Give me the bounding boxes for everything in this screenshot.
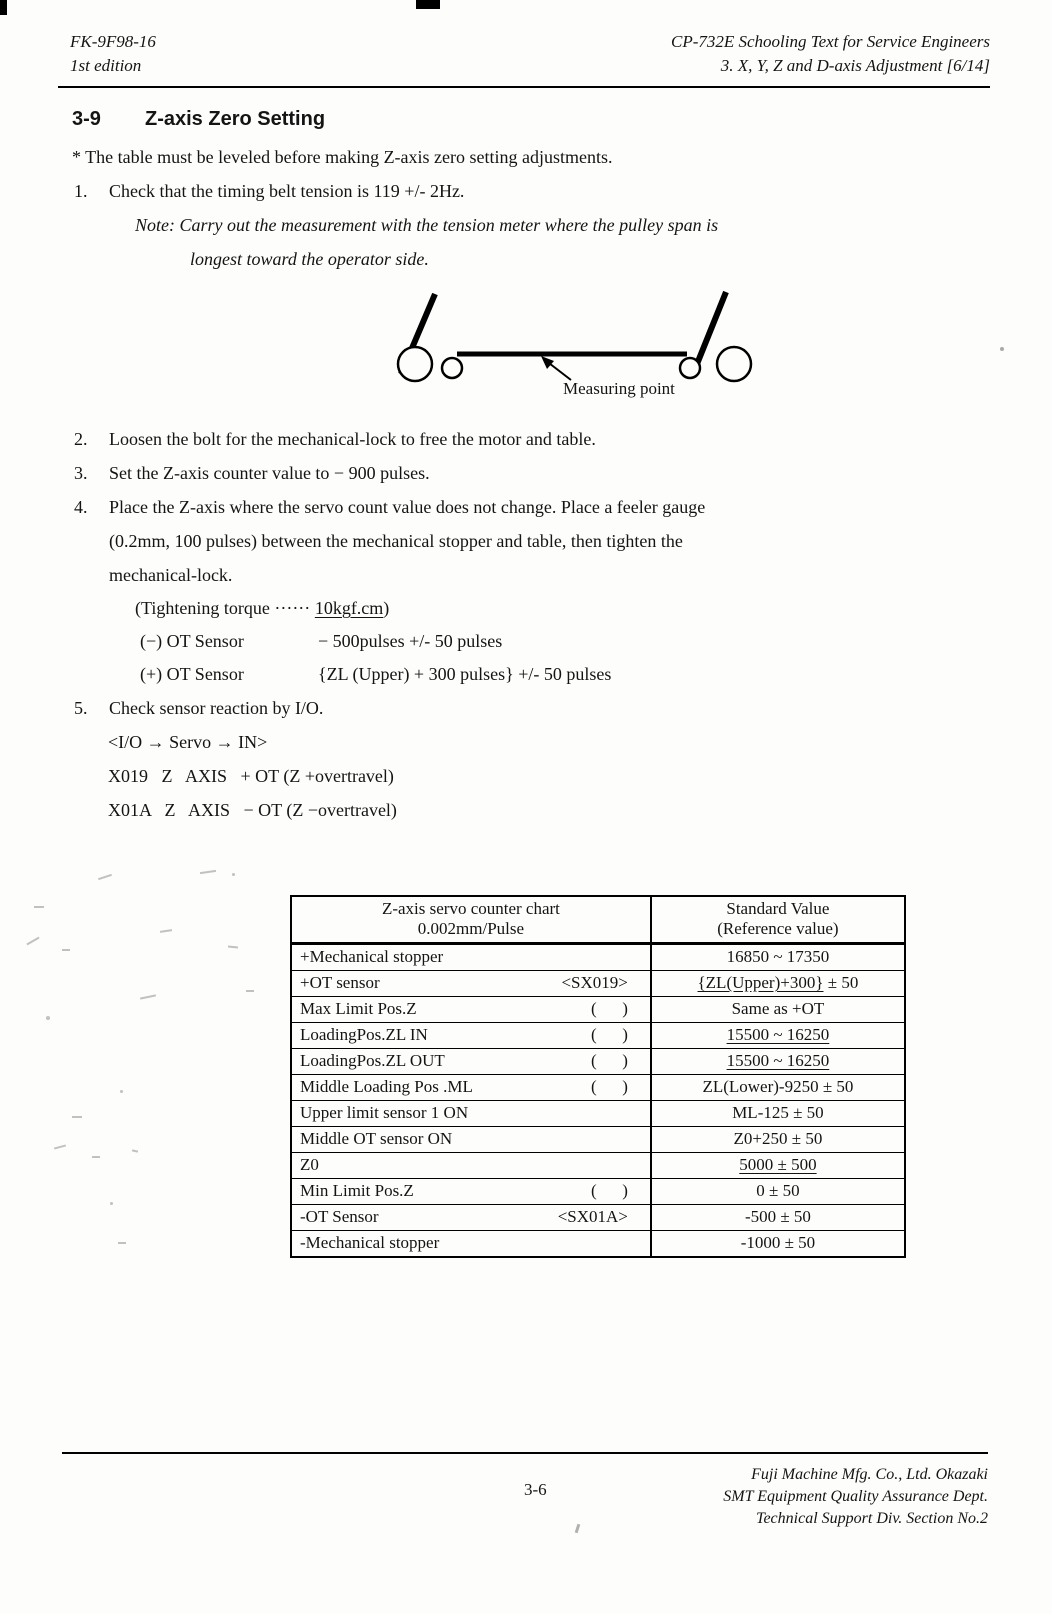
header-left bbox=[70, 30, 156, 78]
row-label: LoadingPos.ZL OUT bbox=[300, 1051, 445, 1070]
scan-artifact bbox=[232, 873, 235, 876]
servo-counter-table bbox=[290, 895, 906, 1258]
row-sub: ( ) bbox=[591, 999, 628, 1018]
ot-minus-label: (−) OT Sensor bbox=[140, 631, 244, 651]
row-value: 15500 ~ 16250 bbox=[726, 1025, 830, 1044]
row-value: Same as +OT bbox=[731, 999, 825, 1018]
scan-artifact bbox=[416, 0, 440, 9]
step-number: 2. bbox=[74, 429, 88, 449]
step-number: 5. bbox=[74, 698, 88, 718]
table-row bbox=[292, 1048, 904, 1074]
step-text bbox=[109, 490, 990, 592]
table-row bbox=[292, 1126, 904, 1152]
ot-minus-row bbox=[140, 625, 990, 658]
row-sub: ( ) bbox=[591, 1051, 628, 1070]
row-value: 0 ± 50 bbox=[756, 1181, 800, 1200]
io-path-line: <I/O → Servo → IN> bbox=[108, 732, 268, 752]
ot-plus-value: {ZL (Upper) + 300 pulses} +/- 50 pulses bbox=[318, 664, 612, 684]
page-footer bbox=[62, 1452, 988, 1552]
scan-artifact bbox=[120, 1090, 123, 1093]
row-value: 16850 ~ 17350 bbox=[726, 947, 830, 966]
table-row bbox=[292, 1204, 904, 1230]
table-row: +OT sensor <SX019> {ZL(Upper)+300} ± 50 bbox=[292, 970, 904, 996]
row-value: ZL(Lower)-9250 ± 50 bbox=[702, 1077, 854, 1096]
ot-plus-row bbox=[140, 658, 990, 691]
page-content bbox=[0, 102, 1052, 1258]
io-signal-line-1: X019 Z AXIS + OT (Z +overtravel) bbox=[108, 766, 394, 786]
step-number: 1. bbox=[74, 181, 88, 201]
step-2 bbox=[72, 422, 990, 456]
page-number: 3-6 bbox=[524, 1480, 547, 1499]
scan-artifact bbox=[0, 0, 7, 15]
scan-artifact bbox=[62, 949, 70, 951]
measurement-note-line-1: Note: Carry out the measurement with the tension meter where the pulley span is bbox=[135, 215, 719, 235]
belt-diagram bbox=[385, 288, 777, 406]
edition-label: 1st edition bbox=[70, 56, 142, 75]
scan-artifact bbox=[110, 1202, 113, 1205]
row-value: {ZL(Upper)+300} bbox=[697, 973, 824, 992]
publisher-line-1: Fuji Machine Mfg. Co., Ltd. Okazaki bbox=[751, 1466, 988, 1483]
row-value: 15500 ~ 16250 bbox=[726, 1051, 830, 1070]
star-note: * The table must be leveled before making Z-axis zero setting adjustments. bbox=[72, 147, 613, 167]
row-label: -Mechanical stopper bbox=[300, 1233, 440, 1252]
row-sub: ( ) bbox=[591, 1077, 628, 1096]
table-row bbox=[292, 944, 904, 970]
scan-artifact bbox=[1000, 347, 1004, 351]
row-value: -500 ± 50 bbox=[744, 1207, 811, 1226]
tightening-prefix: (Tightening torque ······ bbox=[135, 598, 315, 618]
document-title: CP-732E Schooling Text for Service Engineers bbox=[670, 32, 990, 51]
section-title bbox=[72, 102, 990, 136]
scan-artifact bbox=[246, 990, 254, 992]
row-value: ML-125 ± 50 bbox=[732, 1103, 824, 1122]
row-label: Z0 bbox=[300, 1155, 319, 1174]
row-sub: ( ) bbox=[591, 1181, 628, 1200]
scan-artifact bbox=[92, 1156, 100, 1158]
row-label: Middle OT sensor ON bbox=[300, 1129, 453, 1148]
tightening-torque-line bbox=[135, 592, 990, 625]
row-label: Upper limit sensor 1 ON bbox=[300, 1103, 469, 1122]
table-row bbox=[292, 1230, 904, 1256]
table-header-col1: Z-axis servo counter chart 0.002mm/Pulse bbox=[292, 897, 652, 942]
step-number: 3. bbox=[74, 463, 88, 483]
step-5 bbox=[72, 691, 990, 725]
header-right bbox=[671, 30, 990, 78]
step-text: Check that the timing belt tension is 119 +/- 2Hz. bbox=[109, 181, 465, 201]
row-value: -1000 ± 50 bbox=[740, 1233, 816, 1252]
step-4-line-2: (0.2mm, 100 pulses) between the mechanical stopper and table, then tighten the bbox=[109, 531, 683, 551]
table-row bbox=[292, 1178, 904, 1204]
step-text: Check sensor reaction by I/O. bbox=[109, 698, 324, 718]
row-sub: <SX019> bbox=[561, 973, 628, 992]
table-header-col2: Standard Value (Reference value) bbox=[717, 899, 839, 938]
step-number: 4. bbox=[74, 497, 88, 517]
scan-artifact bbox=[46, 1016, 50, 1020]
ot-plus-label: (+) OT Sensor bbox=[140, 664, 244, 684]
chapter-subtitle: 3. X, Y, Z and D-axis Adjustment [6/14] bbox=[720, 56, 990, 75]
row-value: 5000 ± 500 bbox=[739, 1155, 817, 1174]
scan-artifact bbox=[34, 906, 44, 908]
io-signal-line-2: X01A Z AXIS − OT (Z −overtravel) bbox=[108, 800, 397, 820]
row-sub: ( ) bbox=[591, 1025, 628, 1044]
section-title-text: Z-axis Zero Setting bbox=[145, 108, 326, 130]
row-label: LoadingPos.ZL IN bbox=[300, 1025, 428, 1044]
table-row bbox=[292, 996, 904, 1022]
scan-artifact bbox=[118, 1242, 126, 1244]
measuring-point-label: Measuring point bbox=[563, 379, 675, 398]
step-4-line-1: Place the Z-axis where the servo count value does not change. Place a feeler gauge bbox=[109, 497, 706, 517]
step-4 bbox=[72, 490, 990, 592]
row-label: +OT sensor bbox=[300, 973, 380, 992]
publisher-line-3: Technical Support Div. Section No.2 bbox=[756, 1510, 988, 1527]
publisher-line-2: SMT Equipment Quality Assurance Dept. bbox=[723, 1488, 988, 1505]
publisher-block bbox=[723, 1464, 988, 1530]
row-label: Min Limit Pos.Z bbox=[300, 1181, 414, 1200]
step-1 bbox=[72, 174, 990, 208]
row-label: -OT Sensor bbox=[300, 1207, 379, 1226]
row-label: +Mechanical stopper bbox=[300, 947, 444, 966]
tightening-value: 10kgf.cm bbox=[314, 598, 384, 618]
ot-minus-value: − 500pulses +/- 50 pulses bbox=[318, 631, 503, 651]
step-4-line-3: mechanical-lock. bbox=[109, 565, 233, 585]
row-label: Middle Loading Pos .ML bbox=[300, 1077, 473, 1096]
measuring-point-arrow bbox=[541, 356, 554, 369]
row-sub: <SX01A> bbox=[557, 1207, 628, 1226]
tightening-suffix: ) bbox=[383, 598, 390, 618]
table-row bbox=[292, 1022, 904, 1048]
table-row bbox=[292, 1100, 904, 1126]
document-code: FK-9F98-16 bbox=[70, 32, 156, 51]
table-row bbox=[292, 1152, 904, 1178]
section-number: 3-9 bbox=[72, 108, 101, 130]
row-label: Max Limit Pos.Z bbox=[300, 999, 417, 1018]
table-row bbox=[292, 1074, 904, 1100]
table-header-row bbox=[292, 897, 904, 944]
step-text: Loosen the bolt for the mechanical-lock to free the motor and table. bbox=[109, 429, 596, 449]
row-value: Z0+250 ± 50 bbox=[733, 1129, 823, 1148]
step-text: Set the Z-axis counter value to − 900 pulses. bbox=[109, 463, 430, 483]
scan-artifact bbox=[72, 1116, 82, 1118]
step-3 bbox=[72, 456, 990, 490]
measurement-note-line-2: longest toward the operator side. bbox=[190, 249, 429, 269]
header-rule bbox=[58, 86, 990, 88]
page-header bbox=[0, 0, 1052, 82]
